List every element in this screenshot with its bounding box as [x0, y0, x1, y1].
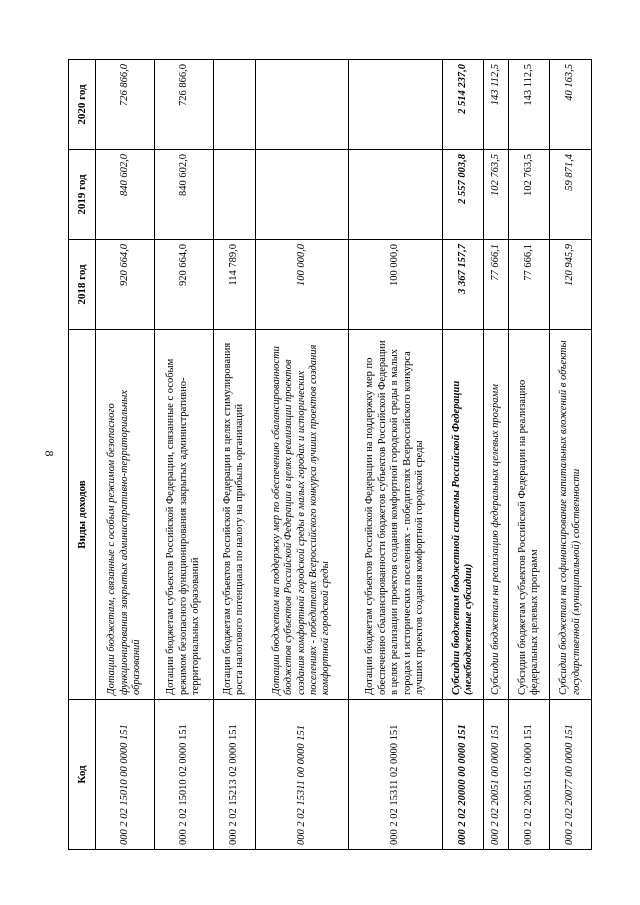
cell-y2019: 840 602,0	[154, 150, 213, 240]
cell-y2019: 102 763,5	[484, 150, 508, 240]
cell-code: 000 2 02 15010 00 0000 151	[96, 700, 155, 850]
cell-name: Субсидии бюджетам на реализацию федеральных целевых программ	[484, 330, 508, 700]
cell-y2018: 114 789,0	[213, 240, 255, 330]
cell-y2020	[213, 60, 255, 150]
cell-name: Дотации бюджетам на поддержку мер по обеспечению сбалансированности бюджетов субъектов Российской Федерации в целях реализации проектов создания комфортной городской среды в малых городах и исторических поселениях - победителях Всероссийского конкурса лучших проектов создания комфортной городской среды	[255, 330, 349, 700]
cell-y2020: 40 163,5	[550, 60, 592, 150]
cell-code: 000 2 02 20077 00 0000 151	[550, 700, 592, 850]
cell-y2019: 59 871,4	[550, 150, 592, 240]
cell-name: Дотации бюджетам субъектов Российской Федерации в целях стимулирования роста налогового потенциала по налогу на прибыль организаций	[213, 330, 255, 700]
cell-name: Дотации бюджетам, связанные с особым режимом безопасного функционирования закрытых административно-территориальных образований	[96, 330, 155, 700]
cell-name: Субсидии бюджетам на софинансирование капитальных вложений в объекты государственной (муниципальной) собственности	[550, 330, 592, 700]
cell-y2018: 100 000,0	[255, 240, 349, 330]
cell-y2018: 100 000,0	[349, 240, 443, 330]
revenue-table	[68, 59, 592, 850]
table-row	[442, 60, 484, 850]
cell-y2019: 2 557 003,8	[442, 150, 484, 240]
header-type: Виды доходов	[69, 330, 96, 700]
table-container	[68, 60, 592, 850]
cell-code: 000 2 02 15311 00 0000 151	[255, 700, 349, 850]
cell-y2020: 726 866,0	[154, 60, 213, 150]
cell-code: 000 2 02 20000 00 0000 151	[442, 700, 484, 850]
cell-y2018: 77 666,1	[508, 240, 550, 330]
table-row	[550, 60, 592, 850]
cell-name: Субсидии бюджетам субъектов Российской Федерации на реализацию федеральных целевых программ	[508, 330, 550, 700]
header-2019: 2019 год	[69, 150, 96, 240]
header-2018: 2018 год	[69, 240, 96, 330]
cell-name: Дотации бюджетам субъектов Российской Федерации, связанные с особым режимом безопасного функционирования закрытых административно-территориальных образований	[154, 330, 213, 700]
table-row	[508, 60, 550, 850]
cell-code: 000 2 02 20051 02 0000 151	[508, 700, 550, 850]
cell-code: 000 2 02 15311 02 0000 151	[349, 700, 443, 850]
table-header-row	[69, 60, 96, 850]
cell-y2018: 77 666,1	[484, 240, 508, 330]
table-row	[484, 60, 508, 850]
header-2020: 2020 год	[69, 60, 96, 150]
cell-y2018: 120 945,9	[550, 240, 592, 330]
cell-y2020	[349, 60, 443, 150]
cell-name: Субсидии бюджетам бюджетной системы Российской Федерации (межбюджетные субсидии)	[442, 330, 484, 700]
table-row	[255, 60, 349, 850]
table-row	[96, 60, 155, 850]
table-row	[213, 60, 255, 850]
page-number: 8	[42, 450, 57, 457]
cell-code: 000 2 02 20051 00 0000 151	[484, 700, 508, 850]
cell-y2018: 920 664,0	[96, 240, 155, 330]
cell-code: 000 2 02 15010 02 0000 151	[154, 700, 213, 850]
cell-y2020: 143 112,5	[484, 60, 508, 150]
cell-name: Дотации бюджетам субъектов Российской Федерации на поддержку мер по обеспечению сбалансированности бюджетов субъектов Российской Федерации в целях реализации проектов создания комфортной городской среды в малых городах и исторических поселениях - победителях Всероссийского конкурса лучших проектов создания комфортной городской среды	[349, 330, 443, 700]
cell-code: 000 2 02 15213 02 0000 151	[213, 700, 255, 850]
cell-y2020	[255, 60, 349, 150]
cell-y2019: 102 763,5	[508, 150, 550, 240]
cell-y2018: 920 664,0	[154, 240, 213, 330]
cell-y2019	[349, 150, 443, 240]
rotated-page	[68, 60, 592, 850]
cell-y2020: 726 866,0	[96, 60, 155, 150]
cell-y2019	[213, 150, 255, 240]
cell-y2020: 143 112,5	[508, 60, 550, 150]
header-code: Код	[69, 700, 96, 850]
table-row	[349, 60, 443, 850]
cell-y2020: 2 514 237,0	[442, 60, 484, 150]
cell-y2019: 840 602,0	[96, 150, 155, 240]
cell-y2018: 3 367 157,7	[442, 240, 484, 330]
cell-y2019	[255, 150, 349, 240]
table-row	[154, 60, 213, 850]
